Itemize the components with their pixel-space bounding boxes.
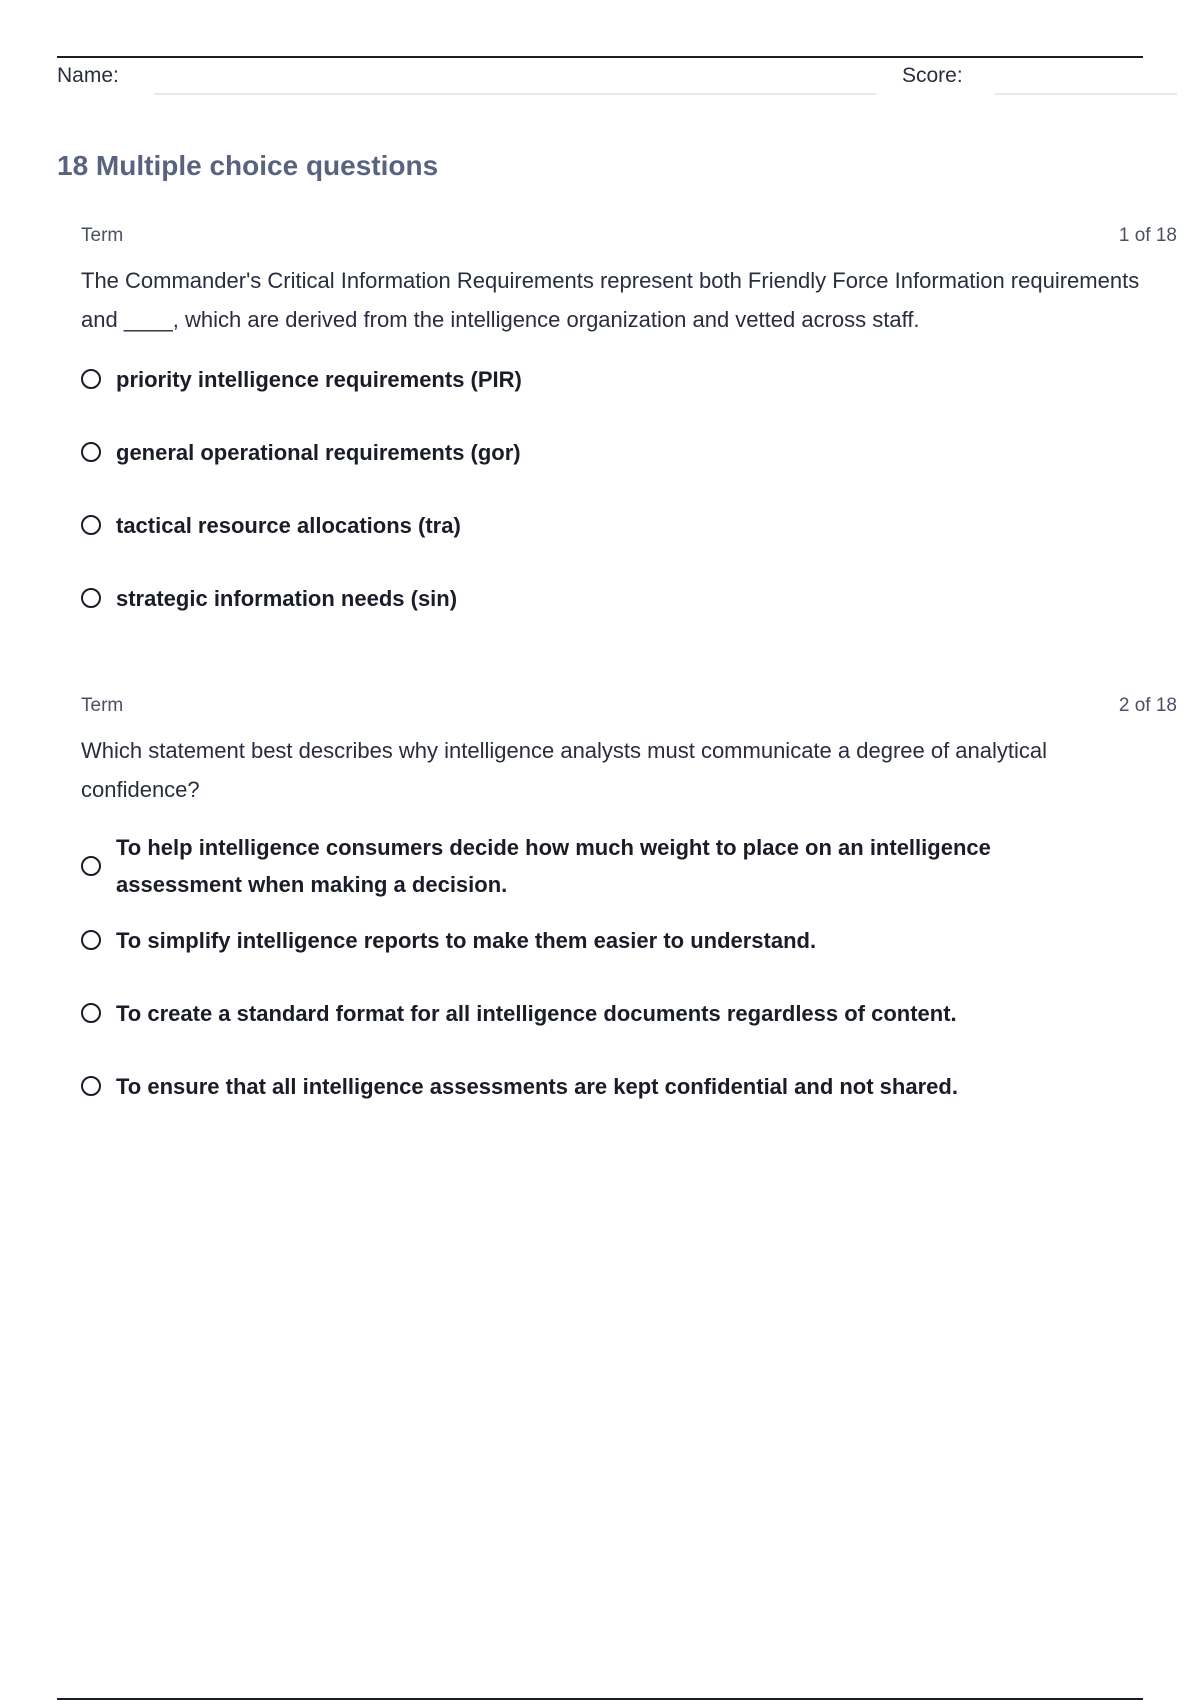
name-field[interactable]: [154, 93, 876, 95]
term-label: Term: [81, 225, 124, 246]
answer-option-label: priority intelligence requirements (PIR): [116, 366, 522, 392]
radio-button-icon[interactable]: [81, 442, 101, 462]
answer-option[interactable]: [81, 505, 1177, 545]
score-label: Score:: [902, 64, 963, 87]
answer-option-label: To simplify intelligence reports to make them easier to understand.: [116, 927, 817, 953]
question-card: [81, 225, 1177, 651]
section-title: 18 Multiple choice questions: [57, 150, 439, 181]
radio-button-icon[interactable]: [81, 515, 101, 535]
answer-option[interactable]: [81, 578, 1177, 618]
question-counter: 1 of 18: [1118, 225, 1177, 246]
answer-option-label: strategic information needs (sin): [116, 585, 458, 611]
question-meta: [81, 695, 1177, 721]
question-text: Which statement best describes why intelligence analysts must communicate a degree of analytical confidence?: [81, 738, 1048, 802]
radio-button-icon[interactable]: [81, 1003, 101, 1023]
answer-option[interactable]: [81, 432, 1177, 472]
answer-option[interactable]: [81, 920, 1177, 960]
top-divider: [57, 56, 1143, 58]
score-field[interactable]: [995, 93, 1177, 95]
radio-button-icon[interactable]: [81, 1076, 101, 1096]
radio-button-icon[interactable]: [81, 856, 101, 876]
answer-option-label: To help intelligence consumers decide how much weight to place on an intelligence assessment when making a decision.: [116, 835, 991, 897]
radio-button-icon[interactable]: [81, 930, 101, 950]
answer-option-label: To ensure that all intelligence assessments are kept confidential and not shared.: [116, 1073, 958, 1099]
radio-button-icon[interactable]: [81, 369, 101, 389]
radio-button-icon[interactable]: [81, 588, 101, 608]
answer-option[interactable]: [81, 993, 1177, 1033]
answer-option-label: tactical resource allocations (tra): [116, 512, 461, 538]
answer-option-label: general operational requirements (gor): [116, 439, 521, 465]
answer-option-label: To create a standard format for all intelligence documents regardless of content.: [116, 1000, 957, 1026]
worksheet-header: [57, 62, 1177, 98]
answer-options: [81, 359, 1177, 618]
answer-option[interactable]: [81, 829, 1177, 903]
question-text: The Commander's Critical Information Requirements represent both Friendly Force Information requirements and ____, which are derived from the intelligence organization and vetted across staff.: [81, 268, 1140, 332]
question-counter: 2 of 18: [1118, 695, 1177, 716]
answer-options: [81, 829, 1177, 1106]
answer-option[interactable]: [81, 359, 1177, 399]
question-card: [81, 695, 1177, 1139]
answer-option[interactable]: [81, 1066, 1177, 1106]
term-label: Term: [81, 695, 124, 716]
name-label: Name:: [57, 64, 119, 87]
question-meta: [81, 225, 1177, 251]
